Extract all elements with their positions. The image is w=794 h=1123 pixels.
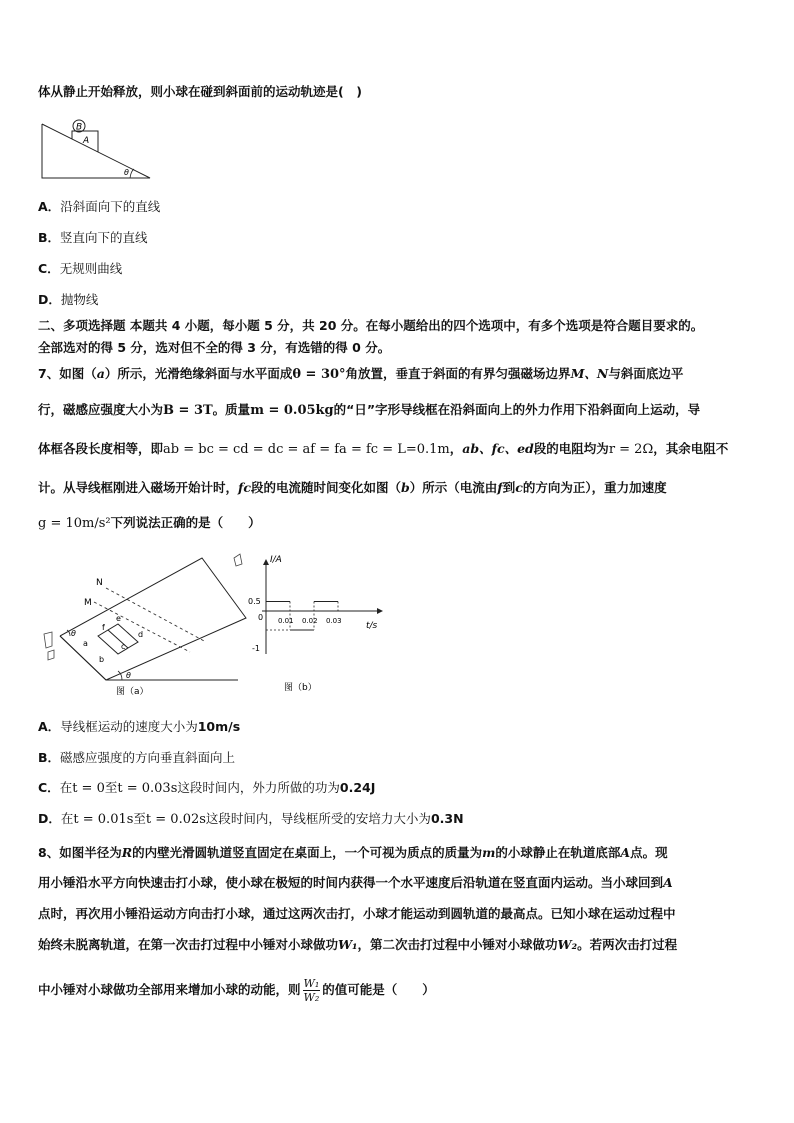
q6-option-b: B．竖直向下的直线 [38,230,148,245]
figure-a-incline-magnetic-field [38,550,248,698]
section-2-header-line2: 全部选对的得 5 分，选对但不全的得 3 分，有选错的得 0 分。 [38,340,391,355]
q7-option-c: C．在t = 0至t = 0.03s这段时间内，外力所做的功为0.24J [38,780,376,796]
label-c: c [121,642,126,651]
q7-line-2: 行，磁感应强度大小为B = 3T。质量m = 0.05kg的“日”字形导线框在沿斜面向上的外力作用下沿斜面向上运动，导 [38,402,701,418]
q6-option-c: C．无规则曲线 [38,261,123,276]
y-axis-label: I/A [270,555,282,565]
label-a: a [83,639,88,648]
origin-label: 0 [258,613,264,622]
ball-label: B [76,122,83,133]
ytick-0.5: 0.5 [248,597,261,606]
q7-line-1: 7、如图（a）所示，光滑绝缘斜面与水平面成θ = 30°角放置，垂直于斜面的有界匀强磁场边界M、N与斜面底边平 [38,366,684,382]
label-f: f [102,623,105,632]
q7-option-a: A．导线框运动的速度大小为10m/s [38,719,241,734]
q6-option-a: A．沿斜面向下的直线 [38,199,161,214]
label-e: e [116,614,121,623]
q8-line-1: 8、如图半径为R的内壁光滑圆轨道竖直固定在桌面上，一个可视为质点的质量为m的小球静止在轨道底部A点。现 [38,845,668,860]
label-d: d [138,630,144,639]
xtick-0.01: 0.01 [278,617,294,625]
ytick-neg1: -1 [252,644,260,653]
incline-figure-q6 [38,116,156,182]
q8-line-5: 中小锤对小球做功全部用来增加小球的动能，则 $\frac{\text{W₁}}{\text{W₂}}$ 的值可能是（ ） [38,977,435,1004]
question-6-stem: 体从静止开始释放，则小球在碰到斜面前的运动轨迹是( ) [38,84,362,99]
q7-line-3: 体框各段长度相等，即ab = bc = cd = dc = af = fa = fc = L=0.1m，ab、fc、ed段的电阻均为r = 2Ω，其余电阻不 [38,441,729,457]
q8-line-3: 点时，再次用小锤沿运动方向击打小球，通过这两次击打，小球才能运动到圆轨道的最高点。已知小球在运动过程中 [38,906,676,921]
label-M: M [84,598,92,608]
label-theta-2: θ [126,671,131,680]
q7-option-b: B．磁感应强度的方向垂直斜面向上 [38,750,236,765]
label-b: b [99,655,105,664]
w1-over-w2-fraction: $\frac{\text{W₁}}{\text{W₂}}$ [303,977,320,1004]
figure-b-current-time-graph [240,550,390,696]
x-axis-label: t/s [366,621,378,631]
xtick-0.03: 0.03 [326,617,342,625]
figure-b-caption: 图（b） [284,683,317,693]
xtick-0.02: 0.02 [302,617,318,625]
label-theta-1: θ [71,629,76,638]
q7-line-4: 计。从导线框刚进入磁场开始计时，fc段的电流随时间变化如图（b）所示（电流由f到c的方向为正），重力加速度 [38,480,667,495]
block-label: A [83,136,90,146]
q7-option-d: D．在t = 0.01s至t = 0.02s这段时间内，导线框所受的安培力大小为0.3N [38,811,464,827]
angle-label: θ [124,168,129,177]
label-N: N [96,578,103,588]
q7-line-5: g = 10m/s²下列说法正确的是（ ） [38,515,261,531]
section-2-header-line1: 二、多项选择题 本题共 4 小题，每小题 5 分，共 20 分。在每小题给出的四个选项中，有多个选项是符合题目要求的。 [38,318,704,333]
q8-line-2: 用小锤沿水平方向快速击打小球，使小球在极短的时间内获得一个水平速度后沿轨道在竖直面内运动。当小球回到A [38,875,673,890]
q6-option-d: D．抛物线 [38,292,99,307]
q8-line-4: 始终未脱离轨道，在第一次击打过程中小锤对小球做功W₁，第二次击打过程中小锤对小球做功W₂。若两次击打过程 [38,937,678,952]
figure-a-caption: 图（a） [116,687,149,697]
